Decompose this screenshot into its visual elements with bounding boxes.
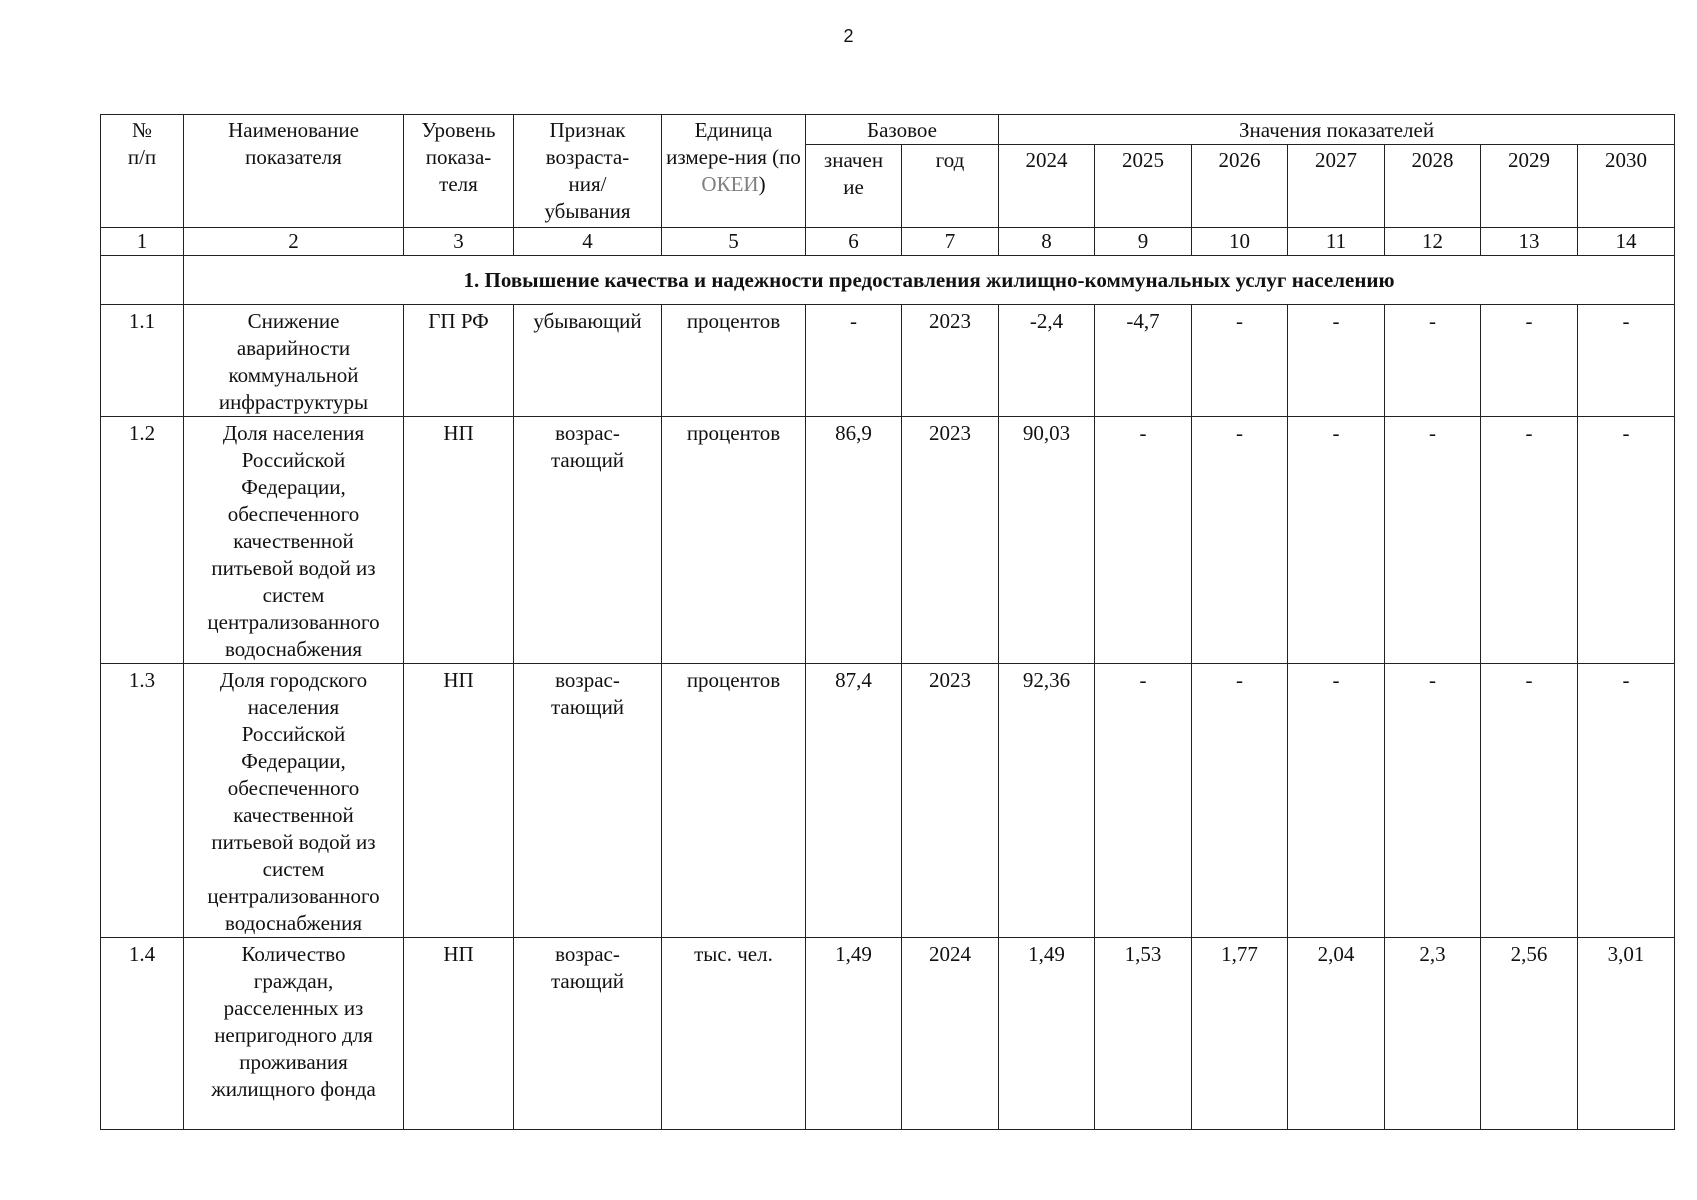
section-empty-cell [101,256,184,305]
indicator-trend: возрас- тающий [514,664,662,938]
year-value: - [1385,664,1481,938]
year-value: 1,49 [999,938,1095,1130]
indicator-level: НП [404,664,514,938]
table-row [101,305,1675,417]
year-value: - [1385,417,1481,664]
year-value: - [1192,664,1288,938]
indicator-trend: возрас- тающий [514,417,662,664]
header-year: 2025 [1095,145,1192,228]
header-year: 2027 [1288,145,1385,228]
row-number: 1.4 [101,938,184,1130]
header-trend: Признак возраста- ния/ убывания [514,115,662,228]
year-value: - [1481,417,1578,664]
column-number: 6 [806,228,902,256]
indicators-table [100,114,1675,1130]
column-number: 5 [662,228,806,256]
header-year: 2026 [1192,145,1288,228]
table-row [101,417,1675,664]
year-value: 1,77 [1192,938,1288,1130]
year-value: - [1192,417,1288,664]
header-num: № п/п [101,115,184,228]
year-value: - [1578,417,1675,664]
base-year: 2023 [902,664,999,938]
section-row [101,256,1675,305]
indicator-level: ГП РФ [404,305,514,417]
year-value: - [1481,664,1578,938]
base-value: 1,49 [806,938,902,1130]
indicator-unit: тыс. чел. [662,938,806,1130]
year-value: -4,7 [1095,305,1192,417]
column-number: 4 [514,228,662,256]
year-value: - [1578,305,1675,417]
header-year: 2029 [1481,145,1578,228]
column-number: 14 [1578,228,1675,256]
indicator-name: Снижение аварийности коммунальной инфраструктуры [184,305,404,417]
indicator-unit: процентов [662,305,806,417]
year-value: - [1578,664,1675,938]
year-value: - [1095,664,1192,938]
header-base-year: год [902,145,999,228]
table-row [101,938,1675,1130]
section-title: 1. Повышение качества и надежности предоставления жилищно-коммунальных услуг населению [184,256,1675,305]
year-value: - [1385,305,1481,417]
page-number: 2 [843,26,854,46]
header-base-value: значен ие [806,145,902,228]
header-name: Наименование показателя [184,115,404,228]
base-year: 2023 [902,417,999,664]
year-value: 1,53 [1095,938,1192,1130]
indicator-unit: процентов [662,664,806,938]
indicator-name: Доля населения Российской Федерации, обеспеченного качественной питьевой водой из систем централизованного водоснабжения [184,417,404,664]
row-number: 1.3 [101,664,184,938]
indicator-trend: убывающий [514,305,662,417]
header-level: Уровень показа- теля [404,115,514,228]
year-value: - [1288,305,1385,417]
year-value: - [1095,417,1192,664]
year-value: 3,01 [1578,938,1675,1130]
year-value: 92,36 [999,664,1095,938]
year-value: - [1192,305,1288,417]
indicator-unit: процентов [662,417,806,664]
base-year: 2023 [902,305,999,417]
column-number: 10 [1192,228,1288,256]
column-number: 9 [1095,228,1192,256]
header-base: Базовое [806,115,999,145]
okei-label: ОКЕИ [701,172,759,196]
base-year: 2024 [902,938,999,1130]
table-row [101,664,1675,938]
year-value: 2,3 [1385,938,1481,1130]
column-number: 11 [1288,228,1385,256]
year-value: 2,56 [1481,938,1578,1130]
year-value: 2,04 [1288,938,1385,1130]
indicator-level: НП [404,417,514,664]
header-year: 2030 [1578,145,1675,228]
column-number: 12 [1385,228,1481,256]
indicator-name: Количество граждан, расселенных из непригодного для проживания жилищного фонда [184,938,404,1130]
column-number: 3 [404,228,514,256]
column-numbers-row [101,228,1675,256]
year-value: -2,4 [999,305,1095,417]
base-value: 86,9 [806,417,902,664]
column-number: 2 [184,228,404,256]
header-values: Значения показателей [999,115,1675,145]
header-year: 2028 [1385,145,1481,228]
header-unit: Единица измере-ния (по ОКЕИ) [662,115,806,228]
indicator-level: НП [404,938,514,1130]
year-value: - [1288,417,1385,664]
table-header [101,115,1675,228]
header-year: 2024 [999,145,1095,228]
row-number: 1.2 [101,417,184,664]
column-number: 13 [1481,228,1578,256]
year-value: - [1288,664,1385,938]
table-body [101,228,1675,1130]
base-value: - [806,305,902,417]
base-value: 87,4 [806,664,902,938]
year-value: 90,03 [999,417,1095,664]
year-value: - [1481,305,1578,417]
indicator-name: Доля городского населения Российской Федерации, обеспеченного качественной питьевой водой из систем централизованного водоснабжения [184,664,404,938]
indicator-trend: возрас- тающий [514,938,662,1130]
column-number: 1 [101,228,184,256]
column-number: 8 [999,228,1095,256]
column-number: 7 [902,228,999,256]
row-number: 1.1 [101,305,184,417]
